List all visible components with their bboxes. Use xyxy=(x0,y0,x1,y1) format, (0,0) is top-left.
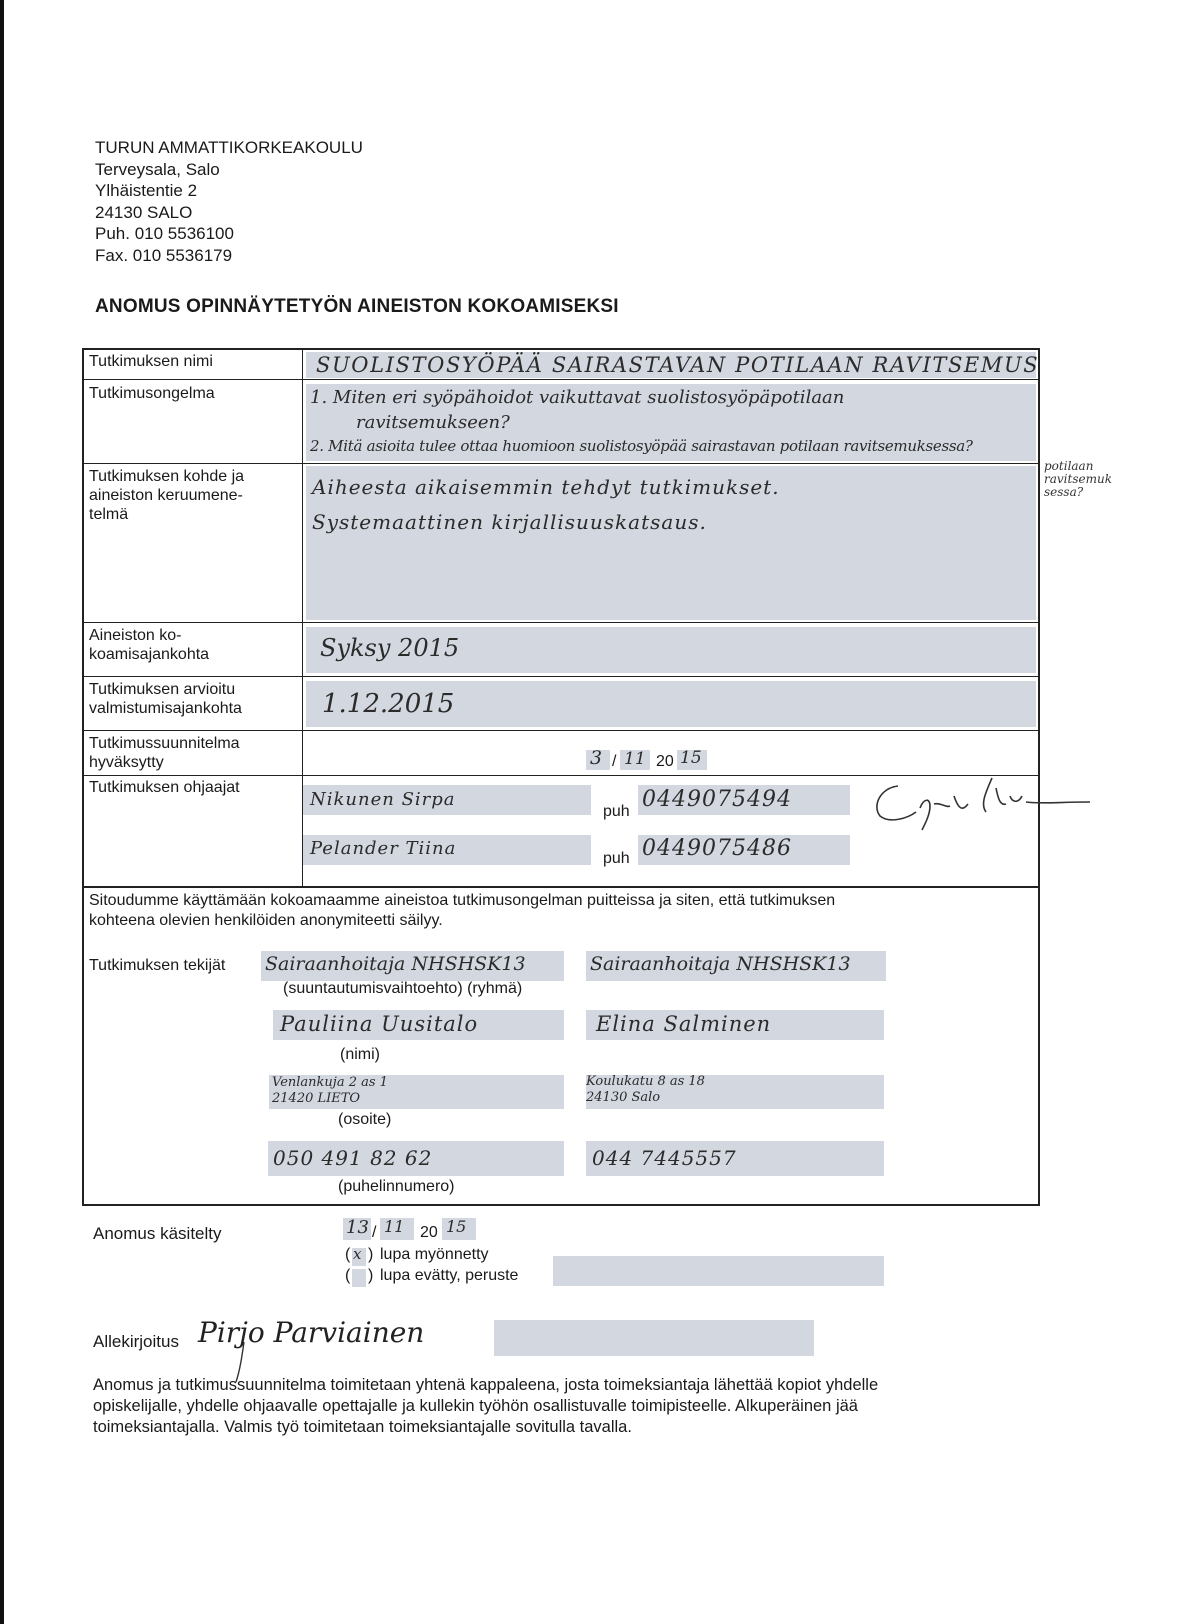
commitment-text: Sitoudumme käyttämään kokoamaamme aineistoa tutkimusongelman puitteissa ja siten, että tutkimuksen kohteena olevien henkilöiden anonymiteetti säilyy. xyxy=(89,892,836,929)
processing-day: 13 xyxy=(346,1217,369,1238)
maker-2-orientation: Sairaanhoitaja NHSHSK13 xyxy=(590,953,851,975)
sender-address xyxy=(95,137,363,266)
approved-year-suffix: 15 xyxy=(680,748,702,768)
makers-sub-phone: (puhelinnumero) xyxy=(338,1178,455,1195)
label-supervisors: Tutkimuksen ohjaajat xyxy=(89,779,240,796)
approved-day: 3 xyxy=(590,747,603,769)
scan-edge xyxy=(0,0,4,1624)
supervisor-2-name: Pelander Tiina xyxy=(310,838,457,859)
supervisor-2-phone: 0449075486 xyxy=(642,836,792,861)
supervisor-2-phone-label: puh xyxy=(603,850,630,867)
processing-year-prefix: 20 xyxy=(420,1224,438,1241)
label-research-name: Tutkimuksen nimi xyxy=(89,353,213,370)
research-problem-line-1: 1. Miten eri syöpähoidot vaikuttavat suolistosyöpäpotilaan xyxy=(310,387,845,408)
processing-year-suffix: 15 xyxy=(446,1217,467,1236)
label-research-method: Tutkimuksen kohde ja aineiston keruumene- telmä xyxy=(89,468,245,523)
maker-2-address: Koulukatu 8 as 18 24130 Salo xyxy=(586,1074,705,1105)
margin-note: potilaan ravitsemuk sessa? xyxy=(1044,459,1112,499)
collection-time-value: Syksy 2015 xyxy=(320,634,460,662)
label-collection-time: Aineiston ko- koamisajankohta xyxy=(89,627,210,663)
org-phone: Puh. 010 5536100 xyxy=(95,224,234,243)
supervisor-1-phone-label: puh xyxy=(603,803,630,820)
granted-mark: x xyxy=(353,1245,362,1263)
org-unit: Terveysala, Salo xyxy=(95,159,220,179)
approved-month: 11 xyxy=(624,749,646,769)
processing-month: 11 xyxy=(384,1217,405,1236)
maker-1-name: Pauliina Uusitalo xyxy=(280,1012,479,1036)
processing-label: Anomus käsitelty xyxy=(93,1224,222,1243)
granted-label: lupa myönnetty xyxy=(380,1246,489,1263)
org-name: TURUN AMMATTIKORKEAKOULU xyxy=(95,138,363,157)
org-street: Ylhäistentie 2 xyxy=(95,181,198,200)
label-research-problem: Tutkimusongelma xyxy=(89,385,215,402)
label-completion-time: Tutkimuksen arvioitu valmistumisajankohta xyxy=(89,681,242,717)
org-fax: Fax. 010 5536179 xyxy=(95,245,233,265)
form-title: ANOMUS OPINNÄYTETYÖN AINEISTON KOKOAMISEKSI xyxy=(95,296,619,317)
maker-2-phone: 044 7445557 xyxy=(592,1146,737,1170)
research-problem-line-3: 2. Mitä asioita tulee ottaa huomioon suolistosyöpää sairastavan potilaan ravitsemuksessa? xyxy=(310,437,973,455)
supervisor-1-phone: 0449075494 xyxy=(642,787,792,812)
maker-1-orientation: Sairaanhoitaja NHSHSK13 xyxy=(265,953,526,975)
denied-reason-field[interactable] xyxy=(553,1256,884,1286)
makers-sub-address: (osoite) xyxy=(338,1111,392,1128)
maker-1-phone: 050 491 82 62 xyxy=(273,1146,433,1170)
org-city: 24130 SALO xyxy=(95,202,193,222)
research-name-value: SUOLISTOSYÖPÄÄ SAIRASTAVAN POTILAAN RAVITSEMUS xyxy=(316,353,1040,377)
supervisor-1-name: Nikunen Sirpa xyxy=(310,789,456,810)
denied-label: lupa evätty, peruste xyxy=(380,1267,519,1284)
approved-year-prefix: 20 xyxy=(656,753,674,770)
research-method-line-1: Aiheesta aikaisemmin tehdyt tutkimukset. xyxy=(312,475,780,499)
signature-name-field[interactable] xyxy=(494,1320,814,1356)
denied-checkbox[interactable] xyxy=(352,1269,366,1287)
makers-label: Tutkimuksen tekijät xyxy=(89,957,226,974)
maker-2-name: Elina Salminen xyxy=(596,1012,772,1036)
maker-1-address: Venlankuja 2 as 1 21420 LIETO xyxy=(272,1075,388,1106)
research-problem-line-2: ravitsemukseen? xyxy=(356,412,510,433)
research-method-line-2: Systemaattinen kirjallisuuskatsaus. xyxy=(312,510,707,534)
signature-label: Allekirjoitus xyxy=(93,1332,179,1351)
footer-text: Anomus ja tutkimussuunnitelma toimitetaan yhtenä kappaleena, josta toimeksiantaja lähettää kopiot yhdelle opiskelijalle, yhdelle ohjaavalle opettajalle ja kullekin työhön osallistuvalle toimipisteelle. Alkuperäinen jää toimeksiantajalla. Valmis työ toimitetaan toimeksiantajalle sovitulla tavalla. xyxy=(93,1376,879,1436)
makers-sub-name: (nimi) xyxy=(340,1046,380,1063)
signature-text: Pirjo Parviainen xyxy=(198,1316,425,1349)
completion-time-value: 1.12.2015 xyxy=(322,689,455,719)
label-plan-approved: Tutkimussuunnitelma hyväksytty xyxy=(89,735,240,771)
supervisor-signature xyxy=(850,768,1100,848)
makers-sub-orientation: (suuntautumisvaihtoehto) (ryhmä) xyxy=(283,980,523,997)
